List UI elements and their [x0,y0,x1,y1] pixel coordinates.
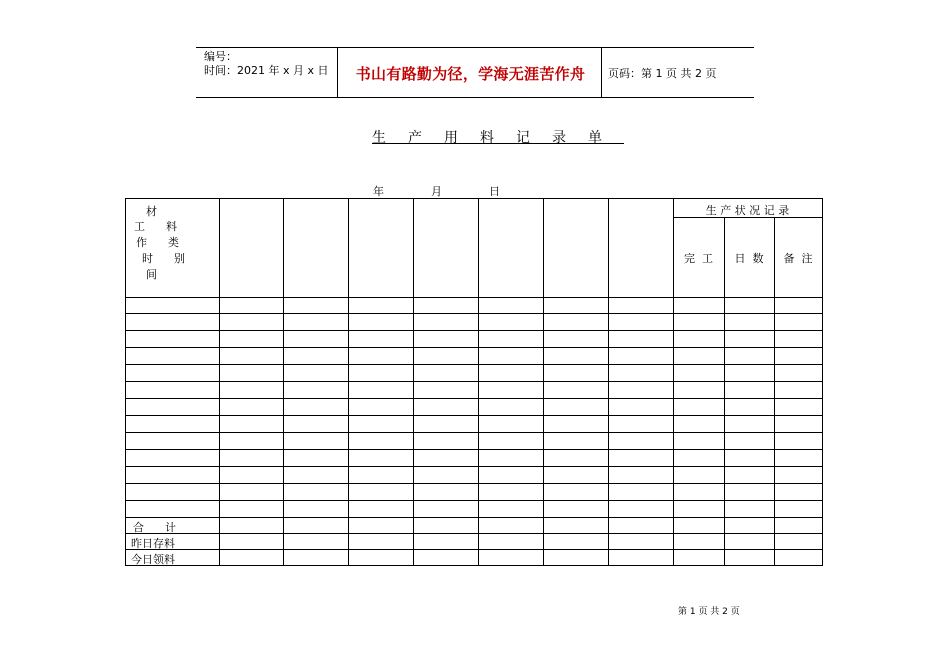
table-row-line [126,466,822,467]
table-row-line [126,364,822,365]
table-row-line [126,347,822,348]
doc-number-label: 编号： [204,50,237,63]
subheader-days: 日 数 [734,252,764,265]
table-col-line [608,199,609,565]
table-col-line [478,199,479,565]
subheader-remarks: 备 注 [783,252,813,265]
page-header [196,47,754,98]
corner-label-line: 工 料 [134,220,177,233]
table-row-line [126,549,822,550]
table-col-line [219,199,220,565]
table-row-line [126,483,822,484]
page-info: 页码：第 1 页 共 2 页 [608,67,717,80]
row-label-total: 合 计 [133,521,176,534]
table-row-line [126,432,822,433]
table-col-line [543,199,544,565]
table-col-line [283,199,284,565]
table-row-line [126,500,822,501]
header-meta [204,50,329,78]
table-row-line [126,313,822,314]
corner-label-line: 时 别 [142,252,185,265]
subheader-completion: 完 工 [684,252,713,265]
table-row-line [126,517,822,518]
table-col-line [413,199,414,565]
time-line: 时间：2021 年 x 月 x 日 [204,64,329,77]
page-footer: 第 1 页 共 2 页 [678,607,740,617]
table-row-line [126,449,822,450]
table-row-line [126,398,822,399]
corner-label-line: 间 [146,268,157,281]
table-col-line [348,199,349,565]
row-label-yesterday-stock: 昨日存料 [131,537,175,550]
corner-label-line: 材 [146,205,157,218]
table-row-line [126,533,822,534]
document-title: 生产用料记录单 [372,130,624,146]
corner-label-line: 作 类 [136,236,179,249]
row-label-today-issued: 今日领料 [131,553,175,566]
table-row-line [126,381,822,382]
table-row-line [126,297,822,298]
table-col-line [724,217,725,565]
production-status-header: 生 产 状 况 记 录 [705,204,790,217]
table-row-line [126,330,822,331]
record-table [125,198,823,566]
table-col-line [774,217,775,565]
table-row-line [126,415,822,416]
date-line: 年 月 日 [373,185,500,198]
motto: 书山有路勤为径，学海无涯苦作舟 [355,65,586,83]
